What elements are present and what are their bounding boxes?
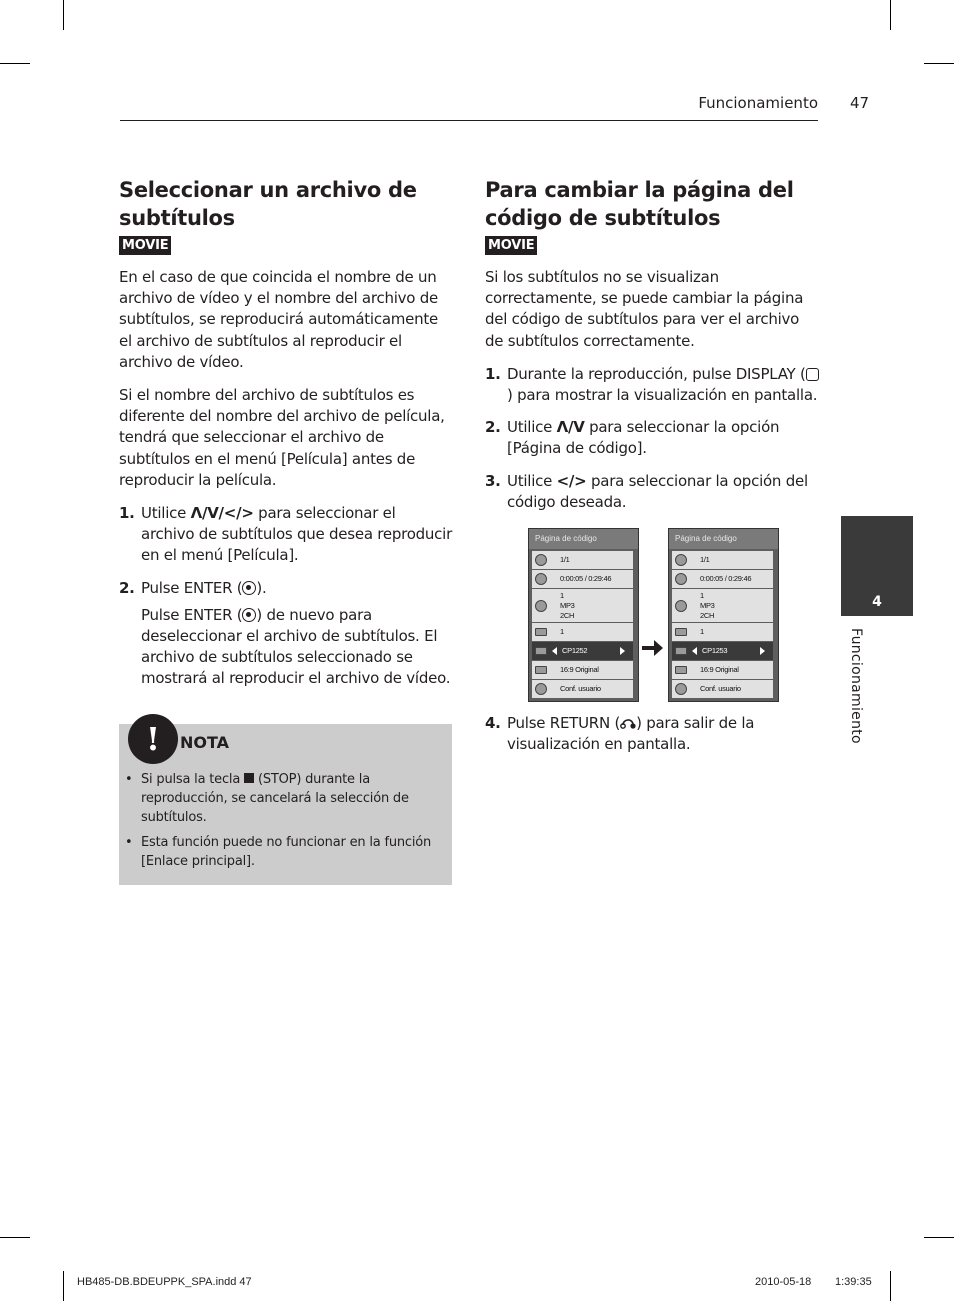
step-number: 3. [485, 471, 501, 490]
osd-row: 1/1 [672, 551, 773, 569]
slug-date: 2010-05-18 [755, 1276, 812, 1288]
arrow-keys: Λ/V/</> [190, 504, 254, 523]
clock-icon [675, 573, 687, 585]
step-number: 1. [119, 504, 135, 523]
crop-mark [0, 63, 30, 64]
osd-row: 1/1 [532, 551, 633, 569]
step-item: 1. Durante la reproducción, pulse DISPLAY () para mostrar la visualización en pantalla. [485, 364, 818, 405]
audio-icon [675, 600, 687, 612]
arrow-keys: Λ/V [556, 418, 585, 437]
left-column [119, 176, 453, 690]
exclamation-icon: ! [128, 714, 178, 764]
crop-mark [63, 0, 64, 30]
running-title: Funcionamiento [698, 94, 818, 112]
arrow-left-icon [692, 647, 697, 655]
page-number: 47 [850, 94, 870, 112]
step-detail [141, 605, 453, 690]
step-number: 2. [485, 418, 501, 437]
movie-badge: MOVIE [119, 236, 171, 255]
step-text: ). [256, 578, 267, 597]
code-page-icon [535, 647, 547, 655]
subtitle-icon [675, 628, 687, 636]
running-header [120, 94, 818, 121]
step-list [119, 503, 453, 690]
osd-after [668, 528, 779, 702]
note-title: NOTA [180, 733, 230, 752]
movie-badge: MOVIE [485, 236, 537, 255]
step-text: Utilice [141, 504, 191, 523]
chapter-tab [841, 516, 913, 616]
note-box [119, 720, 452, 885]
disc-icon [675, 554, 687, 566]
slug-time: 1:39:35 [835, 1276, 872, 1288]
arrow-right-icon [760, 647, 765, 655]
code-page-icon [675, 647, 687, 655]
right-column [485, 176, 819, 513]
enter-icon [242, 608, 256, 622]
crop-mark [924, 1237, 954, 1238]
crop-mark [63, 1271, 64, 1301]
osd-row: 1 [672, 623, 773, 641]
section-title: Para cambiar la página del código de subtítulos [485, 178, 794, 230]
aspect-icon [535, 666, 547, 674]
chapter-number: 4 [872, 594, 882, 610]
osd-title: Página de código [529, 529, 638, 549]
aspect-icon [675, 666, 687, 674]
clock-icon [535, 573, 547, 585]
osd-row-selected: CP1253 [672, 642, 773, 660]
note-item: • Esta función puede no funcionar en la función [Enlace principal]. [125, 835, 432, 869]
step-item: 2. Utilice Λ/V para seleccionar la opción [Página de código]. [485, 418, 780, 458]
step-list [485, 364, 819, 513]
return-icon [620, 716, 636, 730]
note-item: • Si pulsa la tecla (STOP) durante la reproducción, se cancelará la selección de subtítulos. [125, 772, 409, 825]
paragraph: Si los subtítulos no se visualizan correctamente, se puede cambiar la página del código de subtítulos para ver el archivo de subtítulos correctamente. [485, 268, 804, 350]
osd-title: Página de código [669, 529, 778, 549]
arrow-left-icon [552, 647, 557, 655]
note-list [119, 770, 452, 871]
paragraph: Si el nombre del archivo de subtítulos es diferente del nombre del archivo de película, tendrá que seleccionar el archivo de subtítulos en el menú [Película] antes de reproducir la película. [119, 386, 445, 489]
step-text: para seleccionar el archivo de subtítulos que desea reproducir en el menú [Película]. [141, 504, 452, 565]
chapter-label: Funcionamiento [848, 628, 864, 744]
stop-icon [244, 773, 254, 783]
subtitle-icon [535, 628, 547, 636]
osd-row: Conf. usuario [672, 680, 773, 698]
crop-mark [0, 1237, 30, 1238]
settings-icon [535, 683, 547, 695]
step-text: Pulse ENTER ( [141, 605, 243, 624]
paragraph: En el caso de que coincida el nombre de un archivo de vídeo y el nombre del archivo de subtítulos, se reproducirá automáticamente el archivo de subtítulos al reproducir el archivo de vídeo. [119, 268, 438, 371]
osd-row: 1 MP3 2CH [532, 589, 633, 622]
crop-mark [890, 0, 891, 30]
arrow-right-icon [640, 636, 664, 660]
osd-row: Conf. usuario [532, 680, 633, 698]
section-title: Seleccionar un archivo de subtítulos [119, 178, 417, 230]
slug-file: HB485-DB.BDEUPPK_SPA.indd 47 [77, 1276, 252, 1288]
audio-icon [535, 600, 547, 612]
osd-row-selected: CP1252 [532, 642, 633, 660]
osd-row: 1 [532, 623, 633, 641]
arrow-keys: </> [556, 471, 587, 490]
osd-row: 0:00:05 / 0:29:46 [672, 570, 773, 588]
osd-row: 16:9 Original [672, 661, 773, 679]
step-item: 3. Utilice </> para seleccionar la opción del código deseada. [485, 471, 808, 511]
step-number: 2. [119, 578, 135, 597]
step-text: ) de nuevo para deseleccionar el archivo de subtítulos. El archivo de subtítulos seleccionado se mostrará al reproducir el archivo de vídeo. [141, 605, 451, 688]
crop-mark [890, 1271, 891, 1301]
osd-row: 0:00:05 / 0:29:46 [532, 570, 633, 588]
arrow-right-icon [620, 647, 625, 655]
settings-icon [675, 683, 687, 695]
step-item [119, 503, 453, 567]
step-number: 4. [485, 714, 501, 732]
osd-row: 16:9 Original [532, 661, 633, 679]
crop-mark [924, 63, 954, 64]
osd-before [528, 528, 639, 702]
step-text: Pulse ENTER ( [141, 578, 243, 597]
enter-icon [242, 581, 256, 595]
display-icon [806, 368, 819, 381]
step-item [119, 578, 453, 690]
osd-row: 1 MP3 2CH [672, 589, 773, 622]
step-number: 1. [485, 364, 501, 383]
step-item: 4. Pulse RETURN ( ) para salir de la visualización en pantalla. [485, 714, 755, 754]
disc-icon [535, 554, 547, 566]
